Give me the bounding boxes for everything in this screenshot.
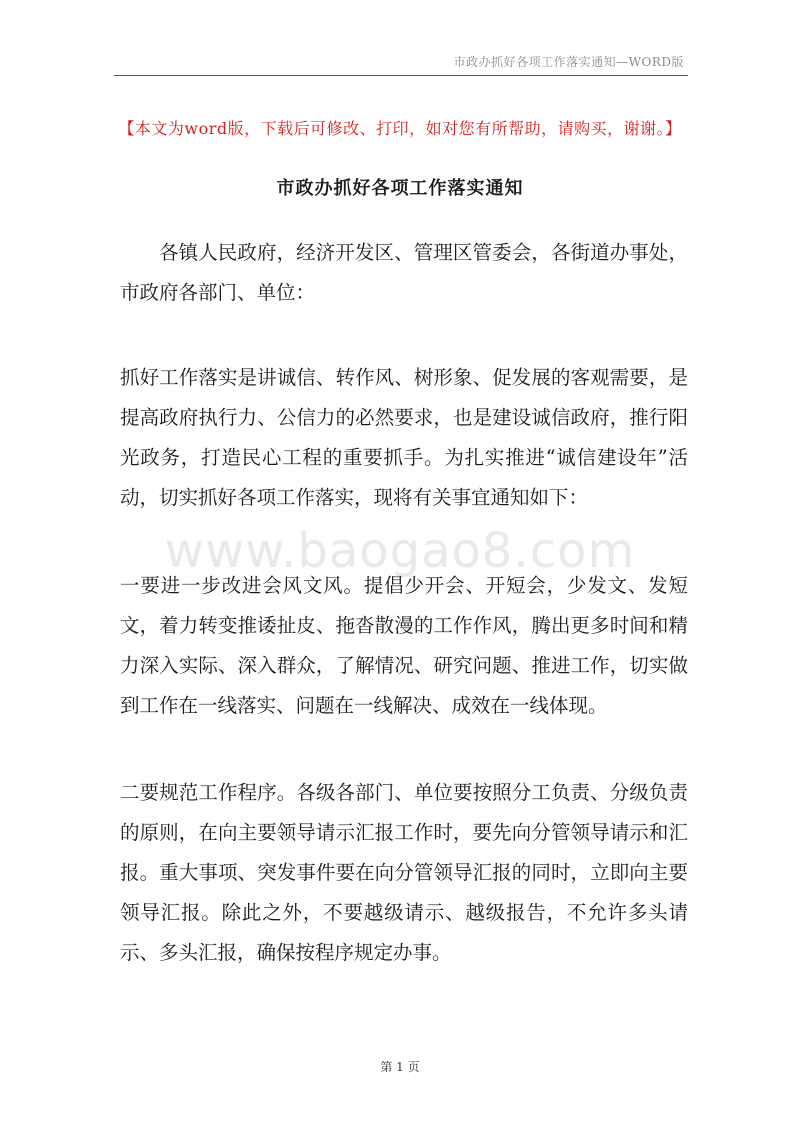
paragraph-salutation: 各镇人民政府，经济开发区、管理区管委会，各街道办事处，市政府各部门、单位： [120, 241, 688, 304]
paragraph-item-1: 一要进一步改进会风文风。提倡少开会、开短会，少发文、发短文，着力转变推诿扯皮、拖沓散漫的工作作风，腾出更多时间和精力深入实际、深入群众，了解情况、研究问题、推进工作，切实做到工作在一线落实、问题在一线解决、成效在一线体现。 [120, 574, 688, 717]
paragraph-item-2: 二要规范工作程序。各级各部门、单位要按照分工负责、分级负责的原则，在向主要领导请示汇报工作时，要先向分管领导请示和汇报。重大事项、突发事件要在向分管领导汇报的同时，立即向主要领导汇报。除此之外，不要越级请示、越级报告，不允许多头请示、多头汇报，确保按程序规定办事。 [120, 781, 688, 964]
watermark: www.baogao8.com [164, 523, 636, 579]
document-title: 市政办抓好各项工作落实通知 [276, 178, 524, 199]
running-header: 市政办抓好各项工作落实通知—WORD版 [453, 55, 684, 69]
header-divider [114, 75, 688, 76]
paragraph-intro: 抓好工作落实是讲诚信、转作风、树形象、促发展的客观需要，是提高政府执行力、公信力的必然要求，也是建设诚信政府，推行阳光政务，打造民心工程的重要抓手。为扎实推进“诚信建设年”活动，切实抓好各项工作落实，现将有关事宜通知如下： [120, 366, 688, 509]
download-notice: 【本文为word版，下载后可修改、打印，如对您有所帮助，请购买，谢谢。】 [118, 119, 682, 138]
page-number: 第 1 页 [380, 1060, 420, 1074]
